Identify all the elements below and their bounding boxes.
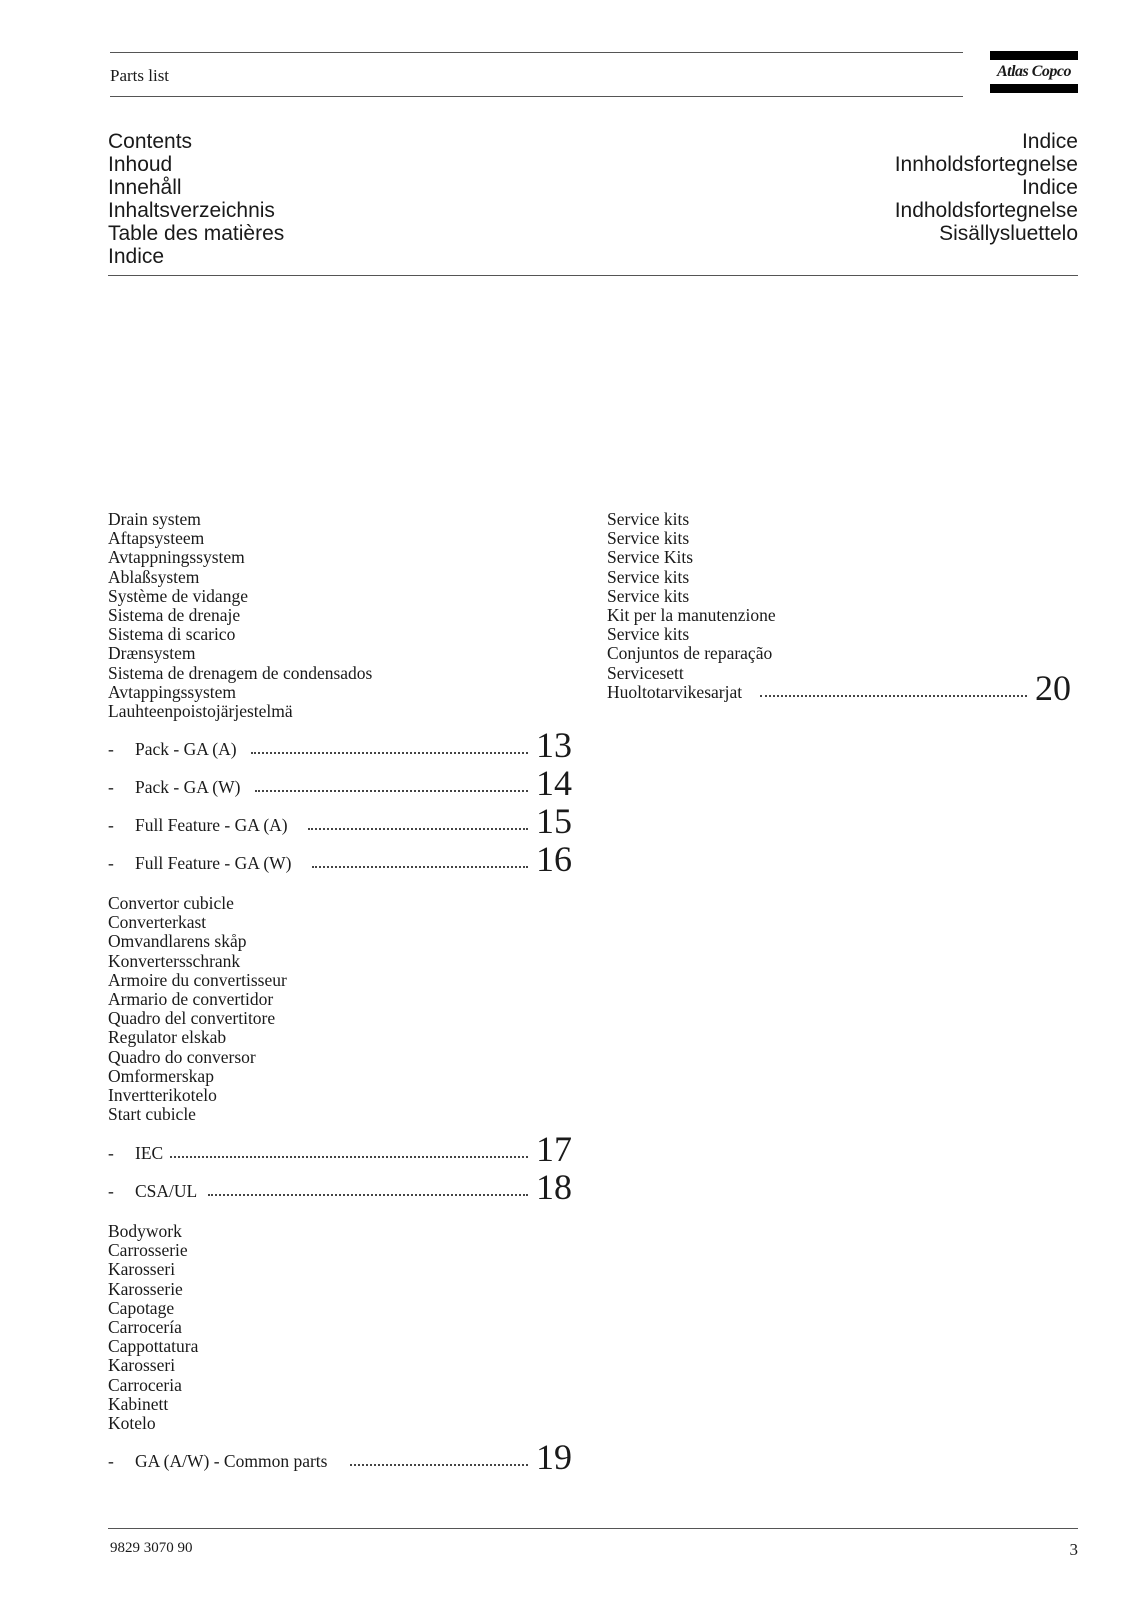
- section-title: Kit per la manutenzione: [607, 605, 776, 626]
- toc-label: Huoltotarvikesarjat: [607, 682, 743, 702]
- toc-dash: -: [108, 1143, 114, 1163]
- section-title: Avtappningssystem: [108, 547, 245, 568]
- toc-entry-csa-ul[interactable]: [108, 1166, 572, 1206]
- section-title: Service kits: [607, 528, 690, 549]
- section-title: Carrocería: [108, 1317, 182, 1338]
- drain-section-titles: [108, 510, 372, 721]
- bodywork-section-titles: [108, 1222, 198, 1433]
- contents-heading: Contents: [108, 130, 193, 153]
- section-title: Bodywork: [108, 1221, 182, 1241]
- toc-dash: -: [108, 1451, 114, 1471]
- section-title: Cappottatura: [108, 1336, 199, 1357]
- toc-page-number: 15: [536, 801, 572, 841]
- toc-page-number: 13: [536, 725, 572, 765]
- toc-entry-pack-ga-a[interactable]: [108, 724, 572, 764]
- atlas-copco-logo: [990, 51, 1078, 93]
- contents-heading: Innholdsfortegnelse: [894, 153, 1078, 176]
- toc-entry-iec[interactable]: [108, 1128, 572, 1168]
- section-title: Regulator elskab: [108, 1027, 227, 1048]
- toc-leader: [170, 1156, 528, 1158]
- logo-wordmark: Atlas Copco: [996, 63, 1072, 80]
- toc-entry-ga-common-parts[interactable]: [108, 1436, 572, 1476]
- section-title: Kabinett: [108, 1393, 169, 1414]
- contents-heading: Table des matières: [108, 222, 285, 245]
- section-title: Karosseri: [108, 1355, 176, 1376]
- section-title: Invertterikotelo: [108, 1085, 217, 1106]
- toc-dash: -: [108, 777, 114, 797]
- section-title: Quadro del convertitore: [108, 1008, 276, 1029]
- logo-bar-bottom: [990, 84, 1078, 93]
- toc-leader: [308, 828, 528, 830]
- toc-label: Pack - GA (A): [135, 739, 237, 759]
- section-title: Carrosserie: [108, 1240, 188, 1261]
- header-rule-bottom: [110, 96, 963, 97]
- toc-leader: [760, 695, 1027, 697]
- contents-heading: Sisällysluettelo: [939, 222, 1078, 245]
- toc-dash: -: [108, 815, 114, 835]
- section-title: Drænsystem: [108, 643, 196, 664]
- header-title: Parts list: [110, 66, 170, 85]
- service-section-titles: [607, 510, 776, 683]
- contents-heading: Indice: [1021, 176, 1078, 199]
- section-title: Service Kits: [607, 547, 694, 568]
- contents-heading: Indice: [1021, 130, 1078, 153]
- section-title: Service kits: [607, 566, 690, 587]
- convertor-section-titles: [108, 894, 287, 1124]
- section-title: Sistema de drenaje: [108, 605, 241, 626]
- toc-entry-full-feature-ga-w[interactable]: [108, 838, 572, 878]
- toc-leader: [255, 790, 528, 792]
- section-title: Karosserie: [108, 1278, 183, 1299]
- section-title: Lauhteenpoistojärjestelmä: [108, 701, 293, 722]
- section-title: Konvertersschrank: [108, 950, 241, 971]
- section-title: Armoire du convertisseur: [108, 969, 287, 990]
- section-title: Armario de convertidor: [108, 989, 274, 1010]
- section-title: Start cubicle: [108, 1104, 196, 1125]
- toc-label: Full Feature - GA (A): [135, 815, 288, 835]
- toc-entry-service-kits[interactable]: [607, 667, 1071, 707]
- header-rule-top: [110, 52, 963, 53]
- contents-heading: Indice: [108, 245, 165, 268]
- section-title: Conjuntos de reparação: [607, 643, 773, 664]
- section-title: Carroceria: [108, 1374, 182, 1395]
- section-title: Servicesett: [607, 662, 684, 683]
- contents-headings-right: [895, 130, 1078, 245]
- toc-dash: -: [108, 853, 114, 873]
- contents-headings-left: [108, 130, 284, 268]
- toc-label: GA (A/W) - Common parts: [135, 1451, 328, 1471]
- contents-heading: Indholdsfortegnelse: [894, 199, 1078, 222]
- toc-page-number: 18: [536, 1167, 572, 1207]
- section-title: Quadro do conversor: [108, 1046, 256, 1067]
- logo-bar-top: [990, 51, 1078, 60]
- contents-heading: Innehåll: [108, 176, 182, 199]
- toc-dash: -: [108, 739, 114, 759]
- toc-page-number: 19: [536, 1437, 572, 1477]
- section-title: Système de vidange: [108, 585, 248, 606]
- section-title: Omformerskap: [108, 1065, 214, 1086]
- toc-page-number: 16: [536, 839, 572, 879]
- toc-leader: [208, 1194, 528, 1196]
- toc-label: Full Feature - GA (W): [135, 853, 292, 873]
- section-title: Capotage: [108, 1297, 175, 1318]
- section-title: Convertor cubicle: [108, 893, 234, 913]
- footer-doc-number: 9829 3070 90: [110, 1540, 193, 1556]
- section-title: Sistema de drenagem de condensados: [108, 662, 373, 683]
- section-title: Ablaßsystem: [108, 566, 200, 587]
- toc-dash: -: [108, 1181, 114, 1201]
- toc-leader: [251, 752, 528, 754]
- toc-label: Pack - GA (W): [135, 777, 241, 797]
- toc-leader: [350, 1464, 528, 1466]
- section-title: Sistema di scarico: [108, 624, 236, 645]
- contents-rule: [108, 275, 1078, 276]
- toc-leader: [312, 866, 528, 868]
- section-title: Service kits: [607, 585, 690, 606]
- section-title: Service kits: [607, 624, 690, 645]
- toc-label: CSA/UL: [135, 1181, 198, 1201]
- section-title: Omvandlarens skåp: [108, 931, 247, 952]
- toc-page-number: 20: [1035, 668, 1071, 708]
- contents-heading: Inhaltsverzeichnis: [108, 199, 275, 222]
- section-title: Aftapsysteem: [108, 528, 205, 549]
- footer-rule: [108, 1528, 1078, 1529]
- toc-page-number: 17: [536, 1129, 572, 1169]
- toc-entry-pack-ga-w[interactable]: [108, 762, 572, 802]
- footer-page-number: 3: [1069, 1540, 1078, 1559]
- section-title: Converterkast: [108, 912, 207, 933]
- section-title: Karosseri: [108, 1259, 176, 1280]
- section-title: Kotelo: [108, 1413, 156, 1434]
- contents-heading: Inhoud: [108, 153, 173, 176]
- toc-label: IEC: [135, 1143, 164, 1163]
- section-title: Avtappingssystem: [108, 681, 237, 702]
- toc-entry-full-feature-ga-a[interactable]: [108, 800, 572, 840]
- section-title: Service kits: [607, 509, 690, 529]
- section-title: Drain system: [108, 509, 201, 529]
- toc-page-number: 14: [536, 763, 572, 803]
